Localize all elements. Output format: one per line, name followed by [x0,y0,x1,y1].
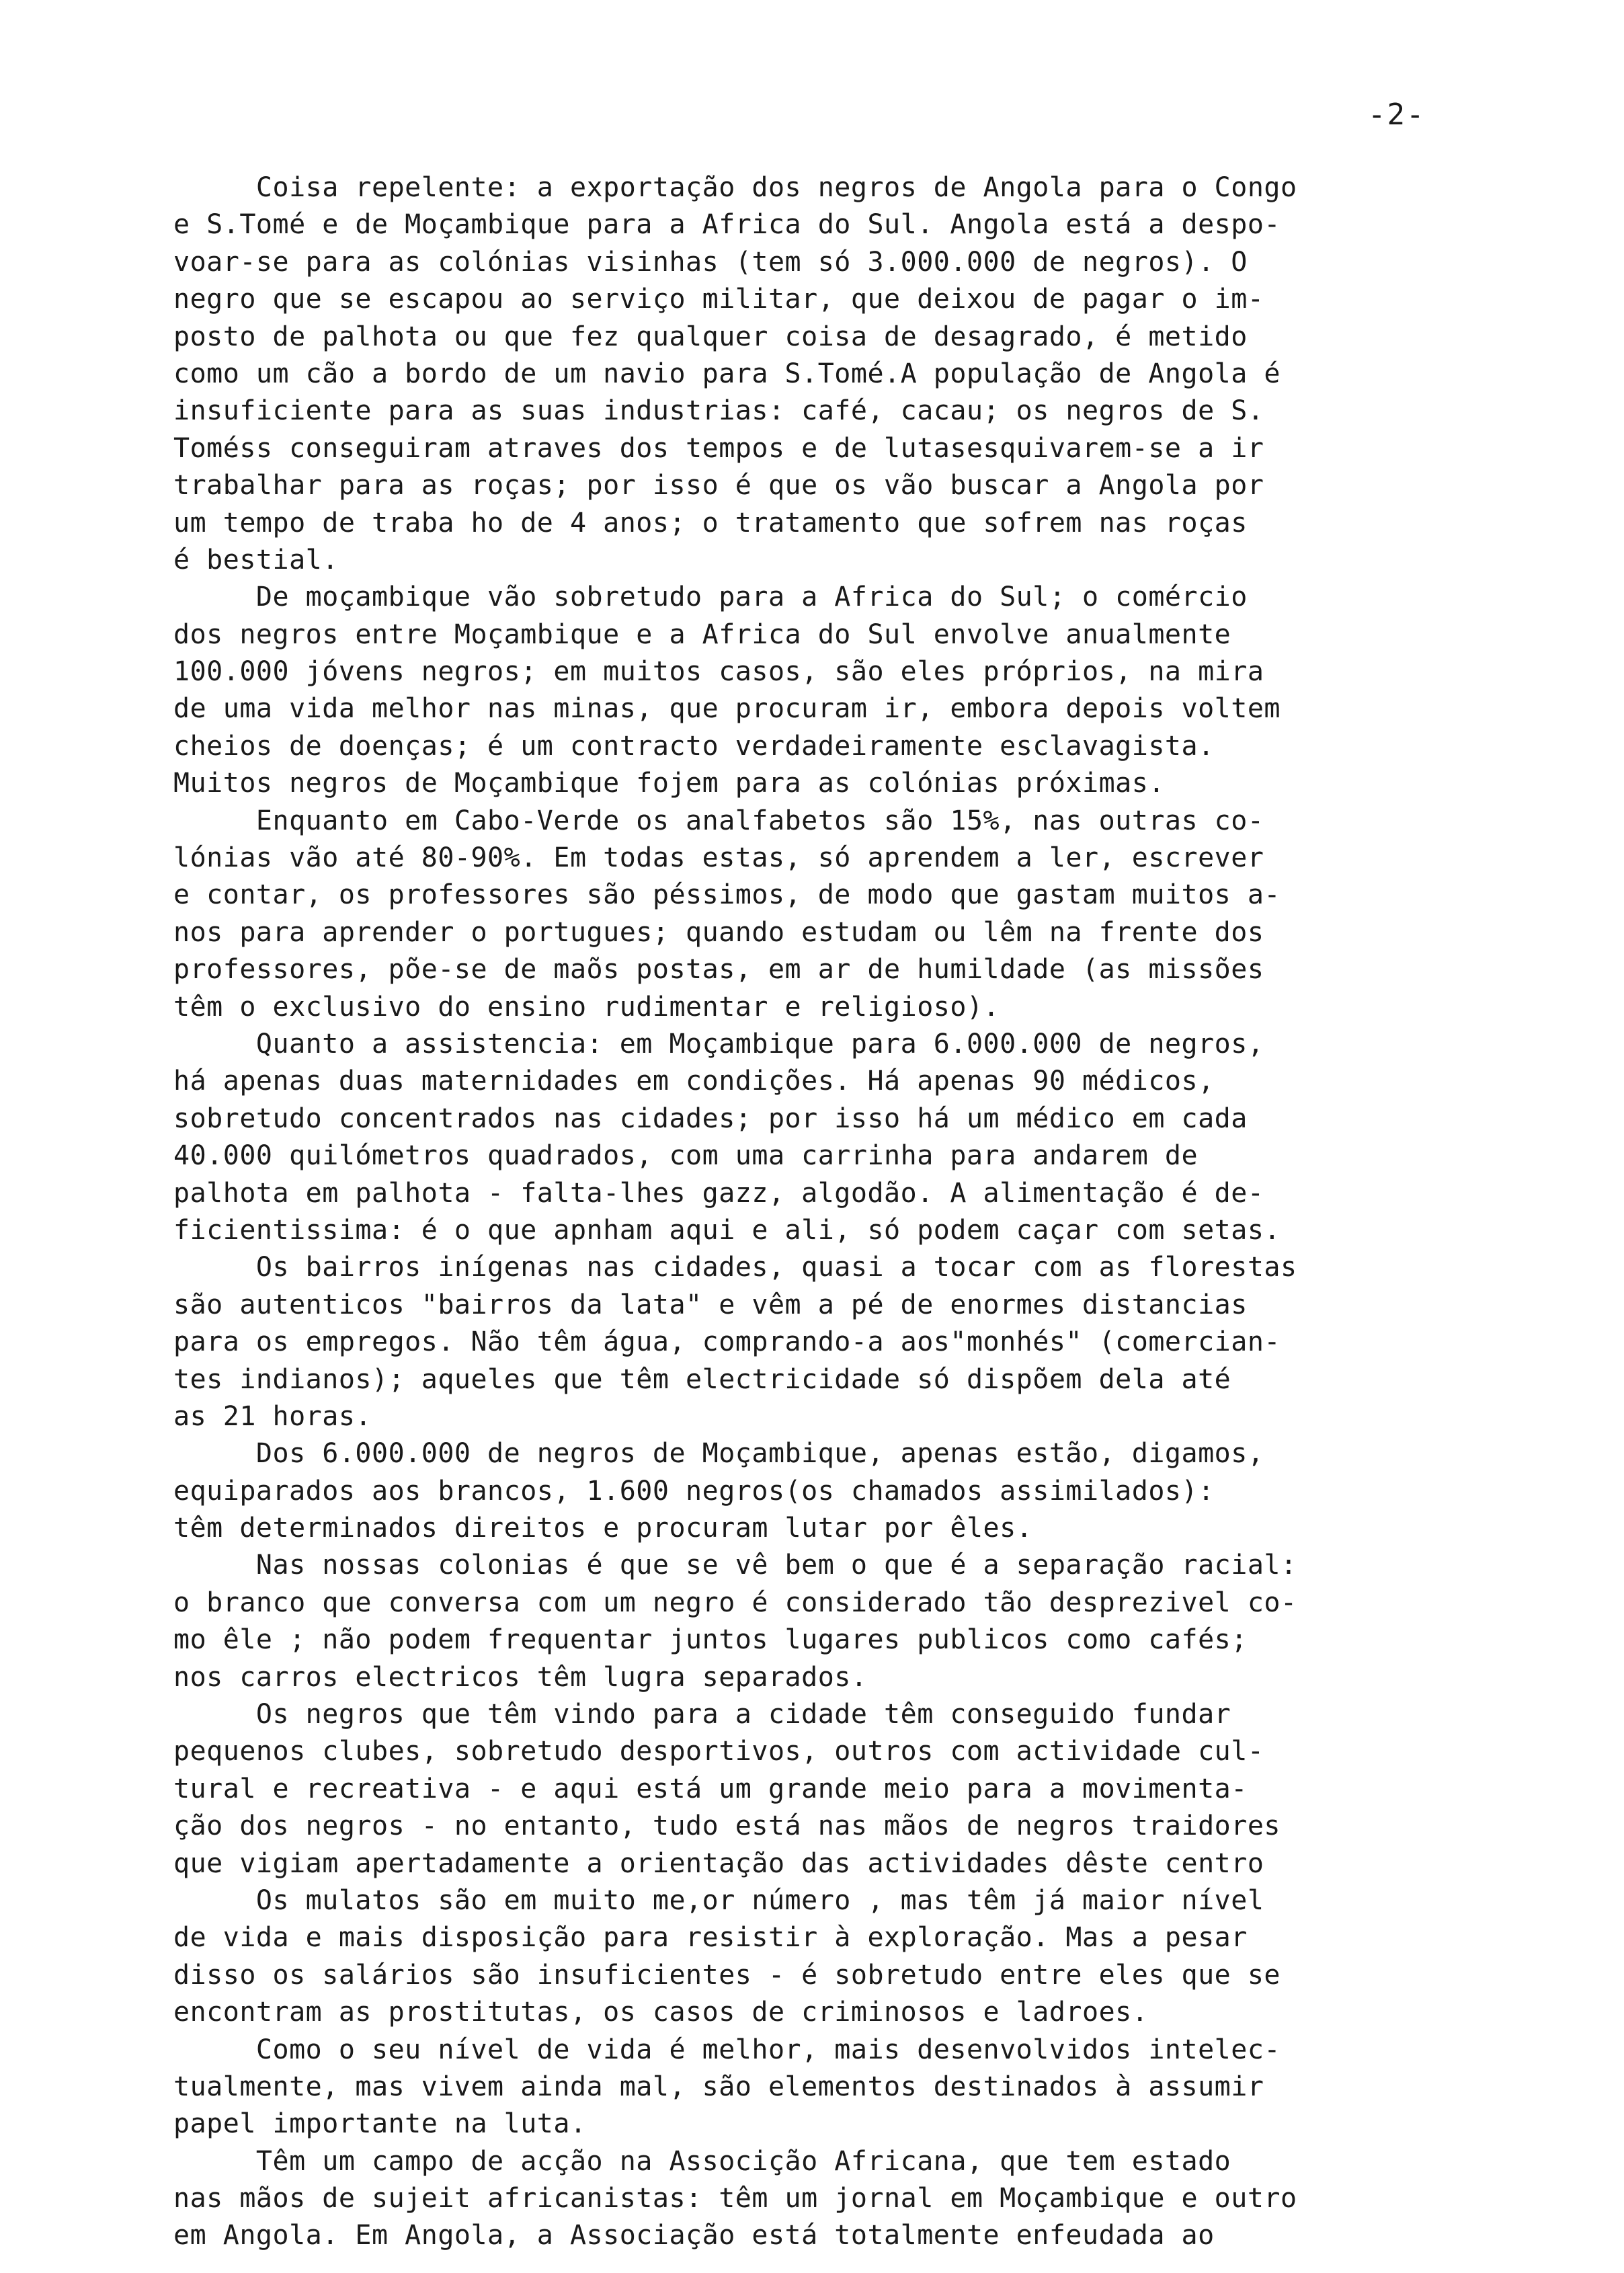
text-line: Os negros que têm vindo para a cidade têm conseguido fundar [173,1699,1231,1730]
text-line: lónias vão até 80-90%. Em todas estas, só aprendem a ler, escrever [173,842,1264,874]
text-line: negro que se escapou ao serviço militar, que deixou de pagar o im- [173,284,1264,315]
text-line: é bestial. [173,544,339,575]
text-line: ficientissima: é o que apnham aqui e ali, só podem caçar com setas. [173,1214,1281,1246]
body-text [173,169,1491,2255]
text-line: Coisa repelente: a exportação dos negros de Angola para o Congo [173,172,1297,203]
text-line: 40.000 quilómetros quadrados, com uma carrinha para andarem de [173,1140,1199,1172]
text-line: para os empregos. Não têm água, comprando-a aos"monhés" (comercian- [173,1326,1281,1358]
text-line: nos para aprender o portugues; quando estudam ou lêm na frente dos [173,916,1264,948]
text-line: posto de palhota ou que fez qualquer coisa de desagrado, é metido [173,321,1248,352]
text-line: cheios de doenças; é um contracto verdadeiramente esclavagista. [173,730,1215,762]
text-line: mo êle ; não podem frequentar juntos lugares publicos como cafés; [173,1624,1248,1656]
text-line: tes indianos); aqueles que têm electricidade só dispõem dela até [173,1363,1231,1395]
text-line: voar-se para as colónias visinhas (tem só 3.000.000 de negros). O [173,246,1248,278]
text-line: o branco que conversa com um negro é considerado tão desprezivel co- [173,1587,1297,1618]
text-line: têm determinados direitos e procuram lutar por êles. [173,1513,1033,1544]
page-number: -2- [1368,97,1426,132]
text-line: insuficiente para as suas industrias: café, cacau; os negros de S. [173,395,1264,427]
text-line: em Angola. Em Angola, a Associação está totalmente enfeudada ao [173,2220,1215,2251]
text-line: Toméss conseguiram atraves dos tempos e de lutasesquivarem-se a ir [173,432,1264,464]
text-line: ção dos negros - no entanto, tudo está nas mãos de negros traidores [173,1810,1281,1842]
text-line: 100.000 jóvens negros; em muitos casos, são eles próprios, na mira [173,656,1264,688]
text-line: De moçambique vão sobretudo para a Africa do Sul; o comércio [173,582,1248,613]
text-line: trabalhar para as roças; por isso é que os vão buscar a Angola por [173,470,1264,502]
text-line: tural e recreativa - e aqui está um grande meio para a movimenta- [173,1773,1248,1804]
text-line: disso os salários são insuficientes - é sobretudo entre eles que se [173,1959,1281,1991]
text-line: de vida e mais disposição para resistir à exploração. Mas a pesar [173,1922,1248,1954]
text-line: as 21 horas. [173,1400,372,1432]
text-line: Como o seu nível de vida é melhor, mais desenvolvidos intelec- [173,2034,1281,2065]
text-line: são autenticos "bairros da lata" e vêm a pé de enormes distancias [173,1289,1248,1320]
text-line: Enquanto em Cabo-Verde os analfabetos são 15%, nas outras co- [173,805,1264,836]
text-line: de uma vida melhor nas minas, que procuram ir, embora depois voltem [173,693,1281,725]
text-line: palhota em palhota - falta-lhes gazz, algodão. A alimentação é de- [173,1177,1264,1209]
text-line: há apenas duas maternidades em condições. Há apenas 90 médicos, [173,1066,1215,1097]
text-line: encontram as prostitutas, os casos de criminosos e ladroes. [173,1997,1149,2028]
text-line: que vigiam apertadamente a orientação das actividades dêste centro [173,1847,1264,1879]
text-line: e contar, os professores são péssimos, de modo que gastam muitos a- [173,879,1281,911]
text-line: e S.Tomé e de Moçambique para a Africa do Sul. Angola está a despo- [173,209,1281,241]
text-line: dos negros entre Moçambique e a Africa do Sul envolve anualmente [173,619,1231,650]
text-line: nas mãos de sujeit africanistas: têm um jornal em Moçambique e outro [173,2183,1297,2215]
text-line: Dos 6.000.000 de negros de Moçambique, apenas estão, digamos, [173,1438,1264,1470]
text-line: pequenos clubes, sobretudo desportivos, outros com actividade cul- [173,1736,1264,1767]
text-line: professores, põe-se de maõs postas, em ar de humildade (as missões [173,954,1264,986]
text-line: Muitos negros de Moçambique fojem para as colónias próximas. [173,768,1165,799]
text-line: Quanto a assistencia: em Moçambique para 6.000.000 de negros, [173,1028,1264,1060]
text-line: um tempo de traba ho de 4 anos; o tratamento que sofrem nas roças [173,507,1248,539]
text-line: Os mulatos são em muito me,or número , mas têm já maior nível [173,1884,1264,1916]
text-line: papel importante na luta. [173,2108,587,2140]
text-line: Os bairros inígenas nas cidades, quasi a tocar com as florestas [173,1252,1297,1283]
text-line: equiparados aos brancos, 1.600 negros(os chamados assimilados): [173,1475,1215,1507]
text-line: Nas nossas colonias é que se vê bem o que é a separação racial: [173,1550,1297,1581]
text-line: sobretudo concentrados nas cidades; por isso há um médico em cada [173,1103,1248,1134]
text-line: Têm um campo de acção na Associção Africana, que tem estado [173,2145,1231,2177]
text-line: têm o exclusivo do ensino rudimentar e religioso). [173,991,1000,1023]
text-line: nos carros electricos têm lugra separados. [173,1661,868,1693]
text-line: como um cão a bordo de um navio para S.Tomé.A população de Angola é [173,358,1281,389]
text-line: tualmente, mas vivem ainda mal, são elementos destinados à assumir [173,2071,1264,2102]
